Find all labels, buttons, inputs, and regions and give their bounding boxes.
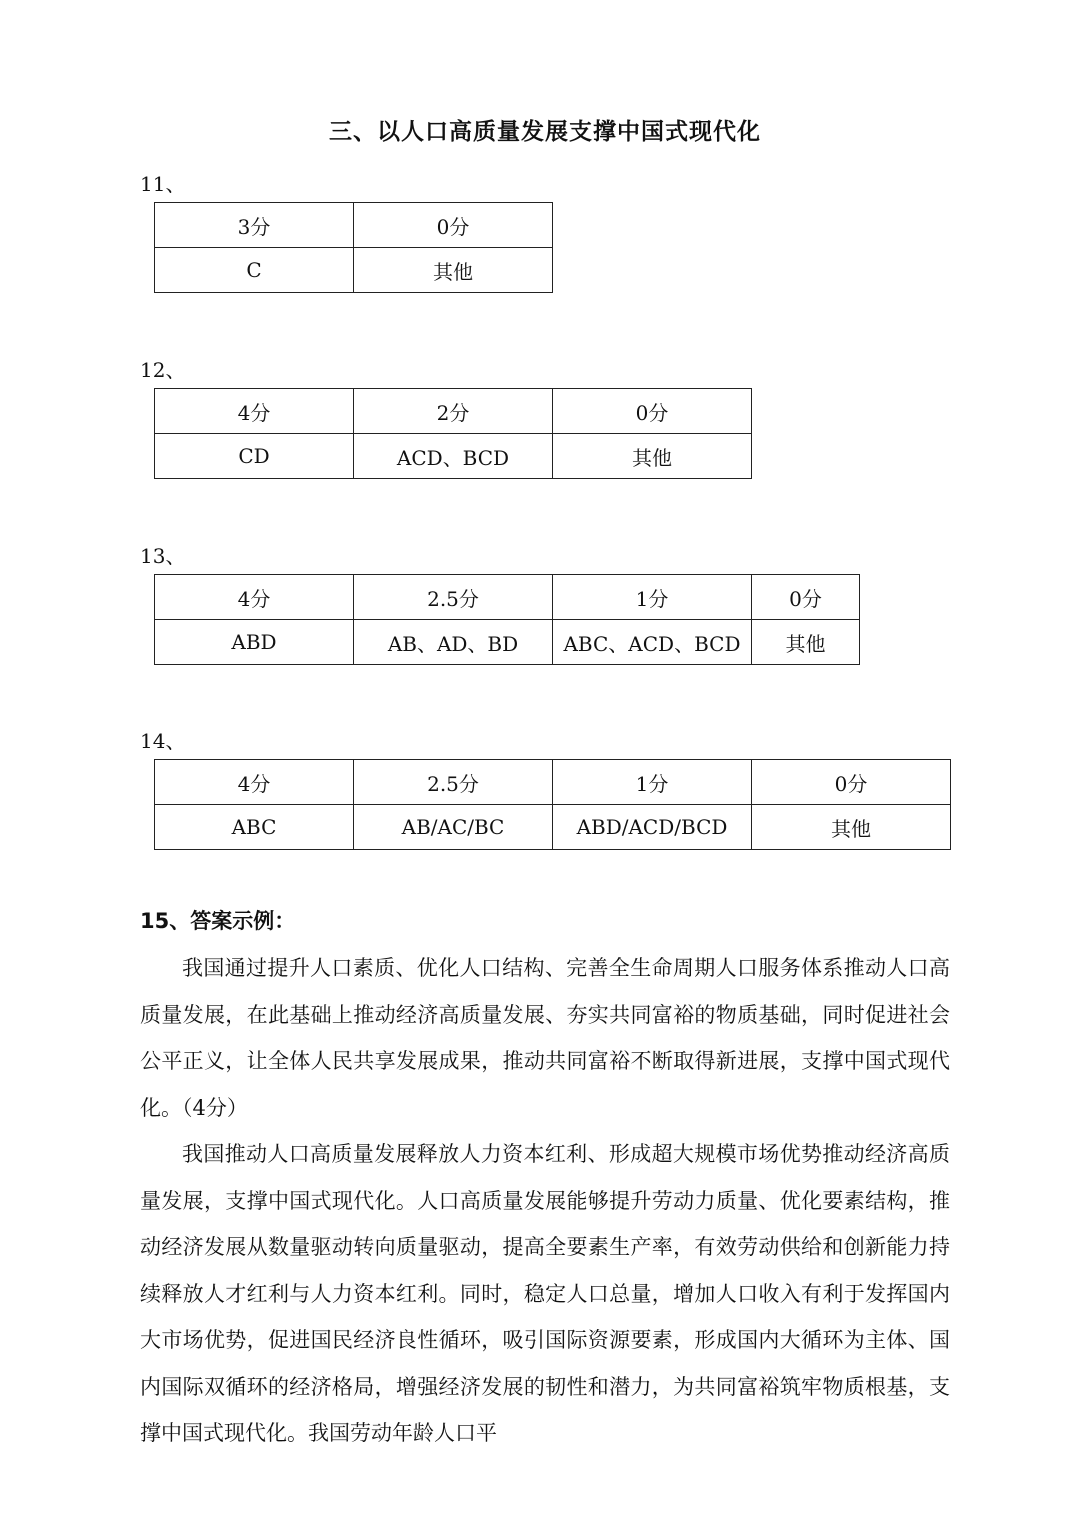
question-14-score-table: [154, 759, 951, 850]
table-answer-row: [155, 434, 752, 479]
score-header-cell: 0分: [553, 389, 752, 434]
table-header-row: [155, 203, 553, 248]
table-answer-row: [155, 620, 860, 665]
answer-cell: C: [155, 248, 354, 293]
score-header-cell: 0分: [752, 760, 951, 805]
answer-cell: AB/AC/BC: [354, 805, 553, 850]
question-13-score-table: [154, 574, 860, 665]
question-11-score-table: [154, 202, 553, 293]
answer-paragraph-2: 我国推动人口高质量发展释放人力资本红利、形成超大规模市场优势推动经济高质量发展，支撑中国式现代化。人口高质量发展能够提升劳动力质量、优化要素结构，推动经济发展从数量驱动转向质量驱动，提高全要素生产率，有效劳动供给和创新能力持续释放人才红利与人力资本红利。同时，稳定人口总量，增加人口收入有利于发挥国内大市场优势，促进国民经济良性循环，吸引国际资源要素，形成国内大循环为主体、国内国际双循环的经济格局，增强经济发展的韧性和潜力，为共同富裕筑牢物质根基，支撑中国式现代化。我国劳动年龄人口平: [140, 1142, 950, 1445]
score-header-cell: 1分: [553, 575, 752, 620]
answer-cell: ABD/ACD/BCD: [553, 805, 752, 850]
question-14-number: 14、: [140, 729, 186, 753]
score-header-cell: 3分: [155, 203, 354, 248]
score-header-cell: 2.5分: [354, 575, 553, 620]
table-answer-row: [155, 248, 553, 293]
score-header-cell: 0分: [752, 575, 860, 620]
answer-cell: 其他: [752, 620, 860, 665]
score-header-cell: 2.5分: [354, 760, 553, 805]
answer-cell: 其他: [752, 805, 951, 850]
question-12-number: 12、: [140, 358, 186, 382]
table-header-row: [155, 760, 951, 805]
answer-cell: ABD: [155, 620, 354, 665]
question-13-number: 13、: [140, 544, 186, 568]
answer-cell: 其他: [553, 434, 752, 479]
score-header-cell: 4分: [155, 389, 354, 434]
score-header-cell: 0分: [354, 203, 553, 248]
answer-cell: ABC: [155, 805, 354, 850]
table-answer-row: [155, 805, 951, 850]
answer-cell: CD: [155, 434, 354, 479]
question-11-number: 11、: [140, 172, 186, 196]
answer-cell: ACD、BCD: [354, 434, 553, 479]
table-header-row: [155, 389, 752, 434]
answer-cell: 其他: [354, 248, 553, 293]
answer-cell: AB、AD、BD: [354, 620, 553, 665]
score-header-cell: 1分: [553, 760, 752, 805]
score-header-cell: 4分: [155, 760, 354, 805]
score-header-cell: 4分: [155, 575, 354, 620]
score-header-cell: 2分: [354, 389, 553, 434]
question-15-heading: 15、答案示例：: [140, 909, 296, 933]
question-12-score-table: [154, 388, 752, 479]
answer-cell: ABC、ACD、BCD: [553, 620, 752, 665]
answer-paragraph-1: 我国通过提升人口素质、优化人口结构、完善全生命周期人口服务体系推动人口高质量发展，在此基础上推动经济高质量发展、夯实共同富裕的物质基础，同时促进社会公平正义，让全体人民共享发展成果，推动共同富裕不断取得新进展，支撑中国式现代化。（4分）: [140, 956, 950, 1120]
section-title: 三、以人口高质量发展支撑中国式现代化: [329, 119, 761, 145]
table-header-row: [155, 575, 860, 620]
